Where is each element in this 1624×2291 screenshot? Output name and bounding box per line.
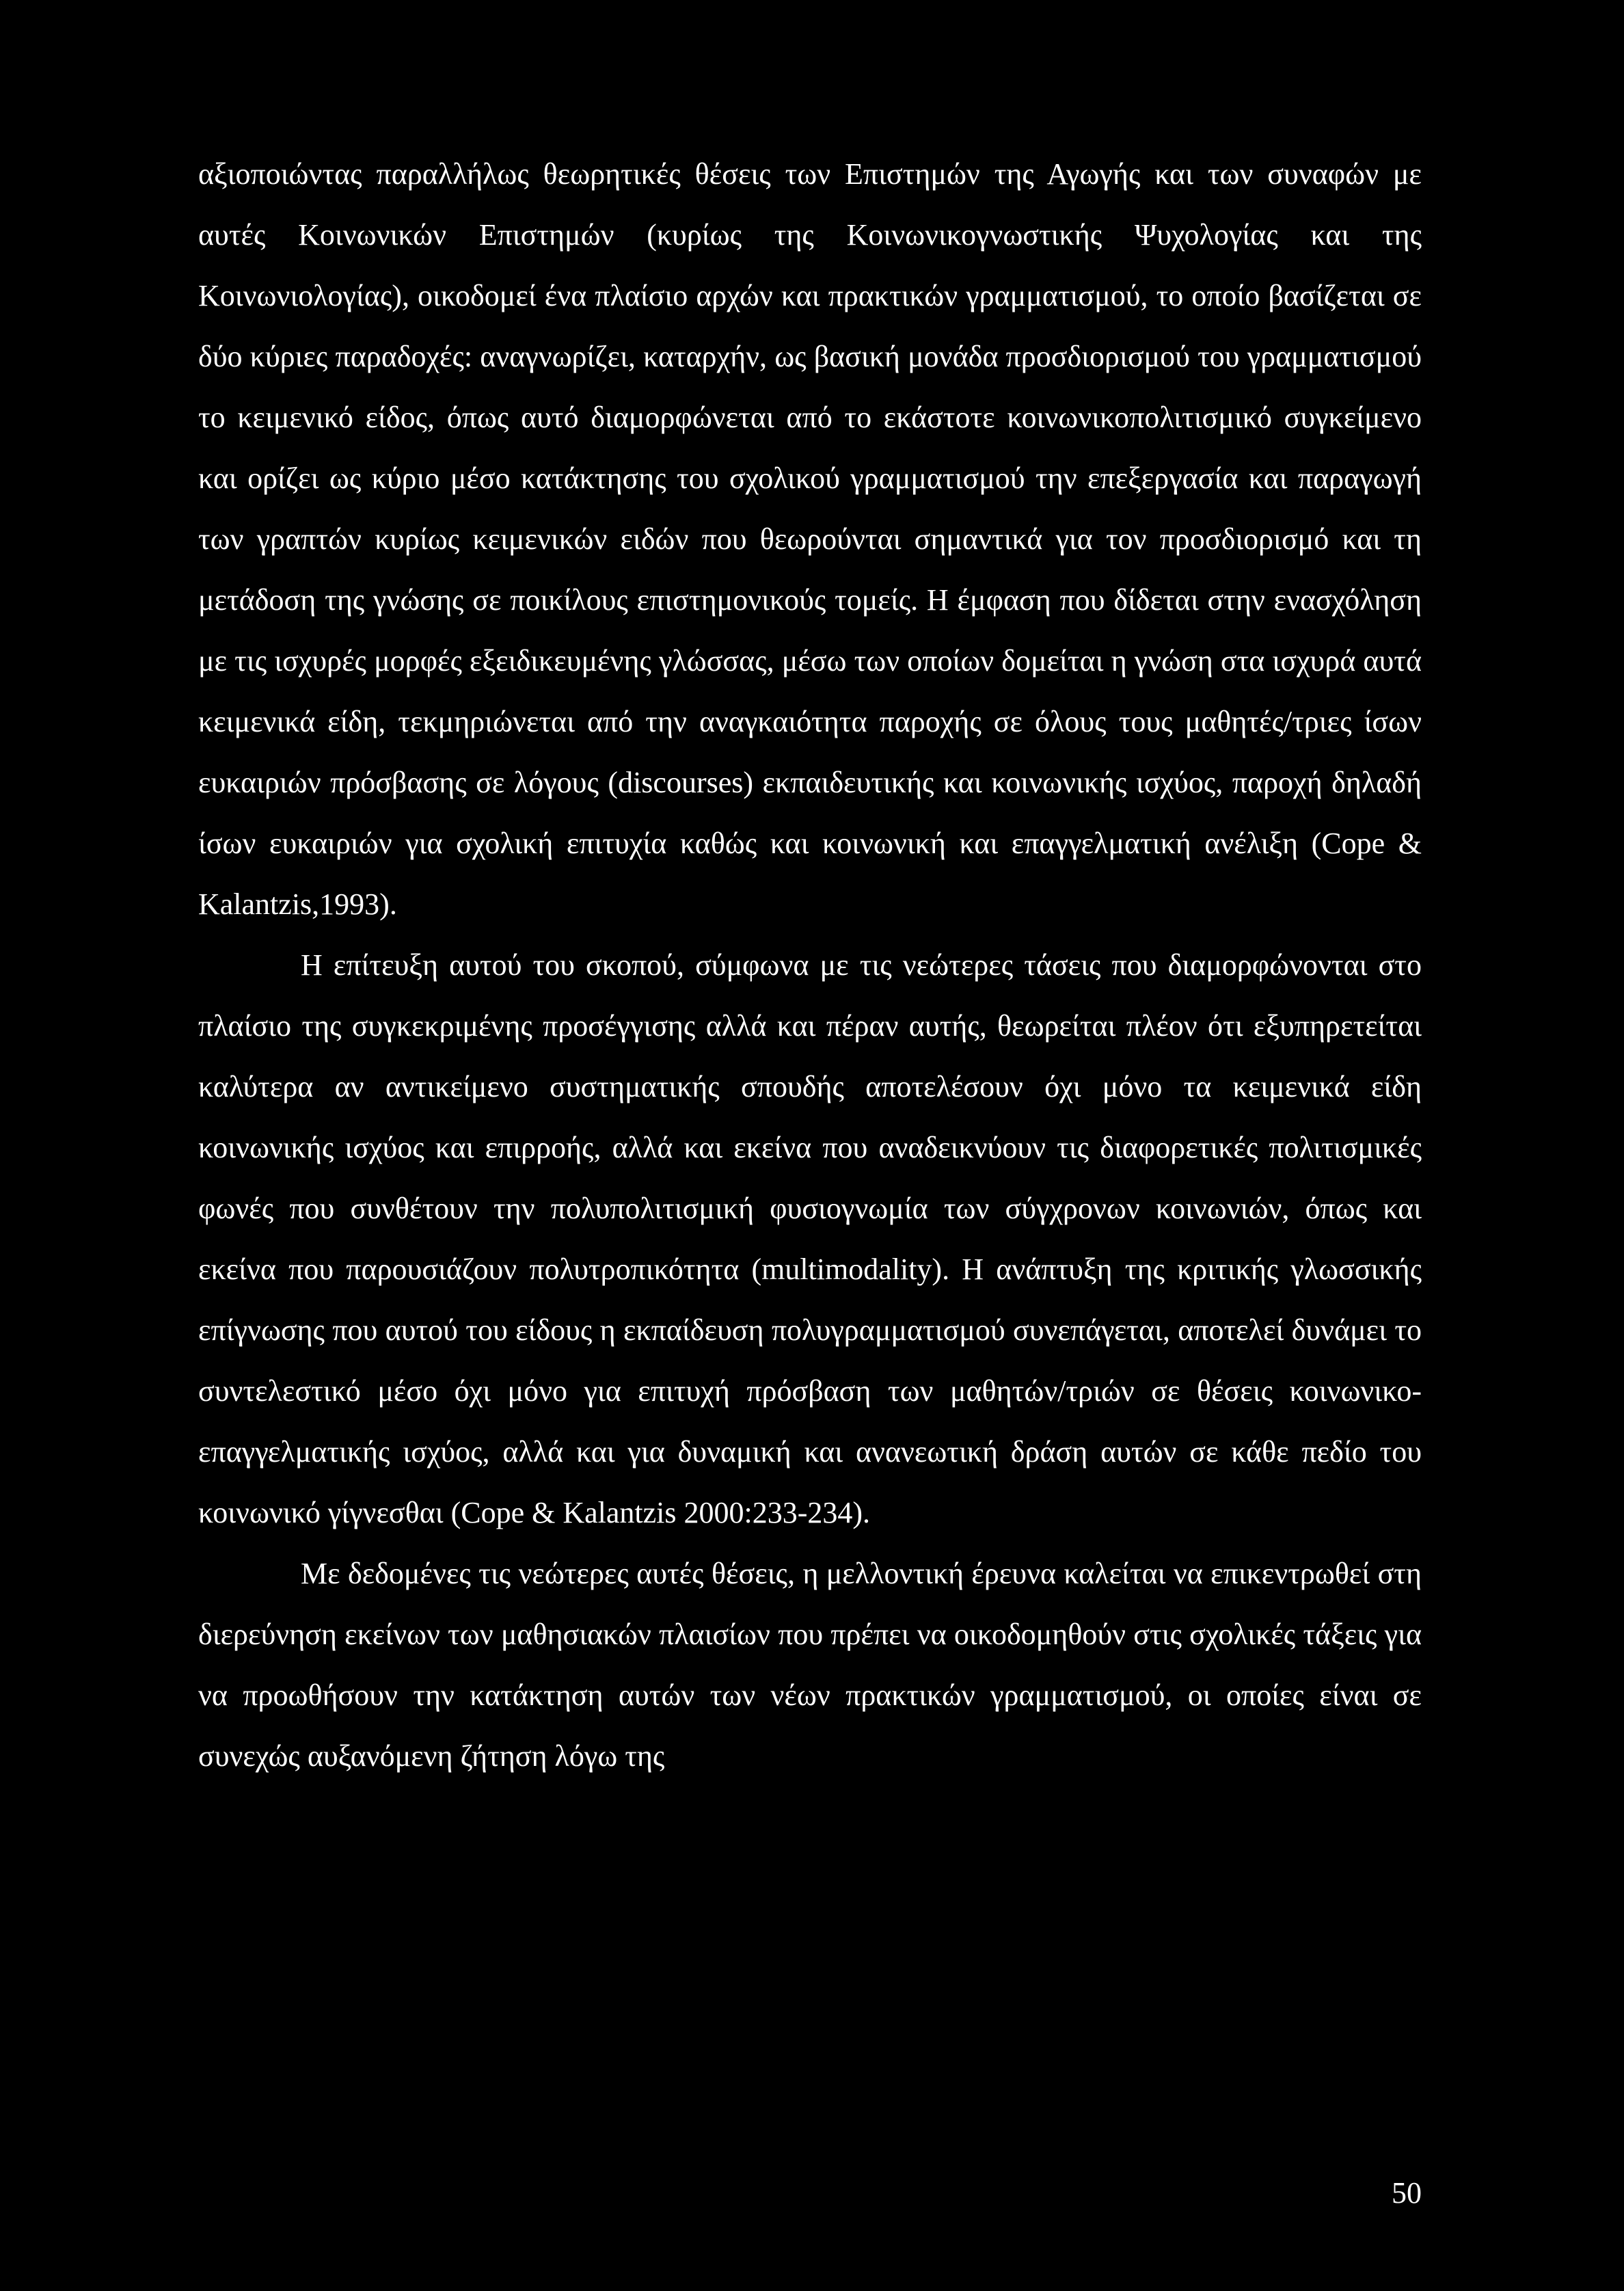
paragraph-3: Με δεδομένες τις νεώτερες αυτές θέσεις, η μελλοντική έρευνα καλείται να επικεντρωθεί στη διερεύνηση εκείνων των μαθησιακών πλαισίων που πρέπει να οικοδομηθούν στις σχολικές τάξεις για να προωθήσουν την κατάκτηση αυτών των νέων πρακτικών γραμματισμού, οι οποίες είναι σε συνεχώς αυξανόμενη ζήτηση λόγω της	[198, 1557, 1422, 1773]
page-number: 50	[1392, 2176, 1422, 2210]
paragraph-2: Η επίτευξη αυτού του σκοπού, σύμφωνα με τις νεώτερες τάσεις που διαμορφώνονται στο πλαίσιο της συγκεκριμένης προσέγγισης αλλά και πέραν αυτής, θεωρείται πλέον ότι εξυπηρετείται καλύτερα αν αντικείμενο συστηματικής σπουδής αποτελέσουν όχι μόνο τα κειμενικά είδη κοινωνικής ισχύος και επιρροής, αλλά και εκείνα που αναδεικνύουν τις διαφορετικές πολιτισμικές φωνές που συνθέτουν την πολυπολιτισμική φυσιογνωμία των σύγχρονων κοινωνιών, όπως και εκείνα που παρουσιάζουν πολυτροπικότητα (multimodality). Η ανάπτυξη της κριτικής γλωσσικής επίγνωσης που αυτού του είδους η εκπαίδευση πολυγραμματισμού συνεπάγεται, αποτελεί δυνάμει το συντελεστικό μέσο όχι μόνο για επιτυχή πρόσβαση των μαθητών/τριών σε θέσεις κοινωνικο-επαγγελματικής ισχύος, αλλά και για δυναμική και ανανεωτική δράση αυτών σε κάθε πεδίο του κοινωνικό γίγνεσθαι (Cope & Kalantzis 2000:233-234).	[198, 948, 1422, 1529]
paragraph-1: αξιοποιώντας παραλλήλως θεωρητικές θέσεις των Επιστημών της Αγωγής και των συναφών με αυτές Κοινωνικών Επιστημών (κυρίως της Κοινωνικογνωστικής Ψυχολογίας και της Κοινωνιολογίας), οικοδομεί ένα πλαίσιο αρχών και πρακτικών γραμματισμού, το οποίο βασίζεται σε δύο κύριες παραδοχές: αναγνωρίζει, καταρχήν, ως βασική μονάδα προσδιορισμού του γραμματισμού το κειμενικό είδος, όπως αυτό διαμορφώνεται από το εκάστοτε κοινωνικοπολιτισμικό συγκείμενο και ορίζει ως κύριο μέσο κατάκτησης του σχολικού γραμματισμού την επεξεργασία και παραγωγή των γραπτών κυρίως κειμενικών ειδών που θεωρούνται σημαντικά για τον προσδιορισμό και τη μετάδοση της γνώσης σε ποικίλους επιστημονικούς τομείς. Η έμφαση που δίδεται στην ενασχόληση με τις ισχυρές μορφές εξειδικευμένης γλώσσας, μέσω των οποίων δομείται η γνώση στα ισχυρά αυτά κειμενικά είδη, τεκμηριώνεται από την αναγκαιότητα παροχής σε όλους τους μαθητές/τριες ίσων ευκαιριών πρόσβασης σε λόγους (discourses) εκπαιδευτικής και κοινωνικής ισχύος, παροχή δηλαδή ίσων ευκαιριών για σχολική επιτυχία καθώς και κοινωνική και επαγγελματική ανέλιξη (Cope & Kalantzis,1993).	[198, 157, 1422, 921]
body-text	[198, 144, 1422, 1786]
